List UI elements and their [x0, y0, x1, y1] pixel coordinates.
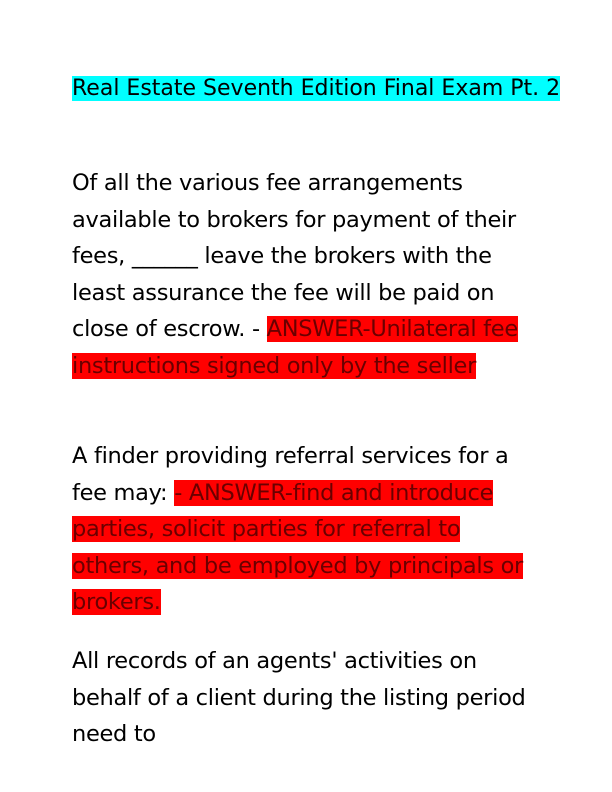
document-title — [72, 71, 560, 107]
question-block — [72, 643, 542, 753]
answer-text: - ANSWER-find and introduce parties, solicit parties for referral to others, and be employed by principals or brokers. — [72, 479, 524, 615]
question-text: A finder providing referral services for a fee may: — [72, 443, 509, 506]
question-text: Of all the various fee arrangements available to brokers for payment of their fees, ______ leave the brokers with the least assurance the fee will be paid on close of escrow. - — [72, 170, 516, 342]
question-block — [72, 438, 542, 621]
question-text: All records of an agents' activities on behalf of a client during the listing period need to — [72, 648, 526, 747]
question-block — [72, 165, 542, 384]
answer-text: ANSWER-Unilateral fee instructions signed only by the seller — [72, 316, 518, 379]
title-text: Real Estate Seventh Edition Final Exam Pt. 2 — [72, 76, 561, 101]
